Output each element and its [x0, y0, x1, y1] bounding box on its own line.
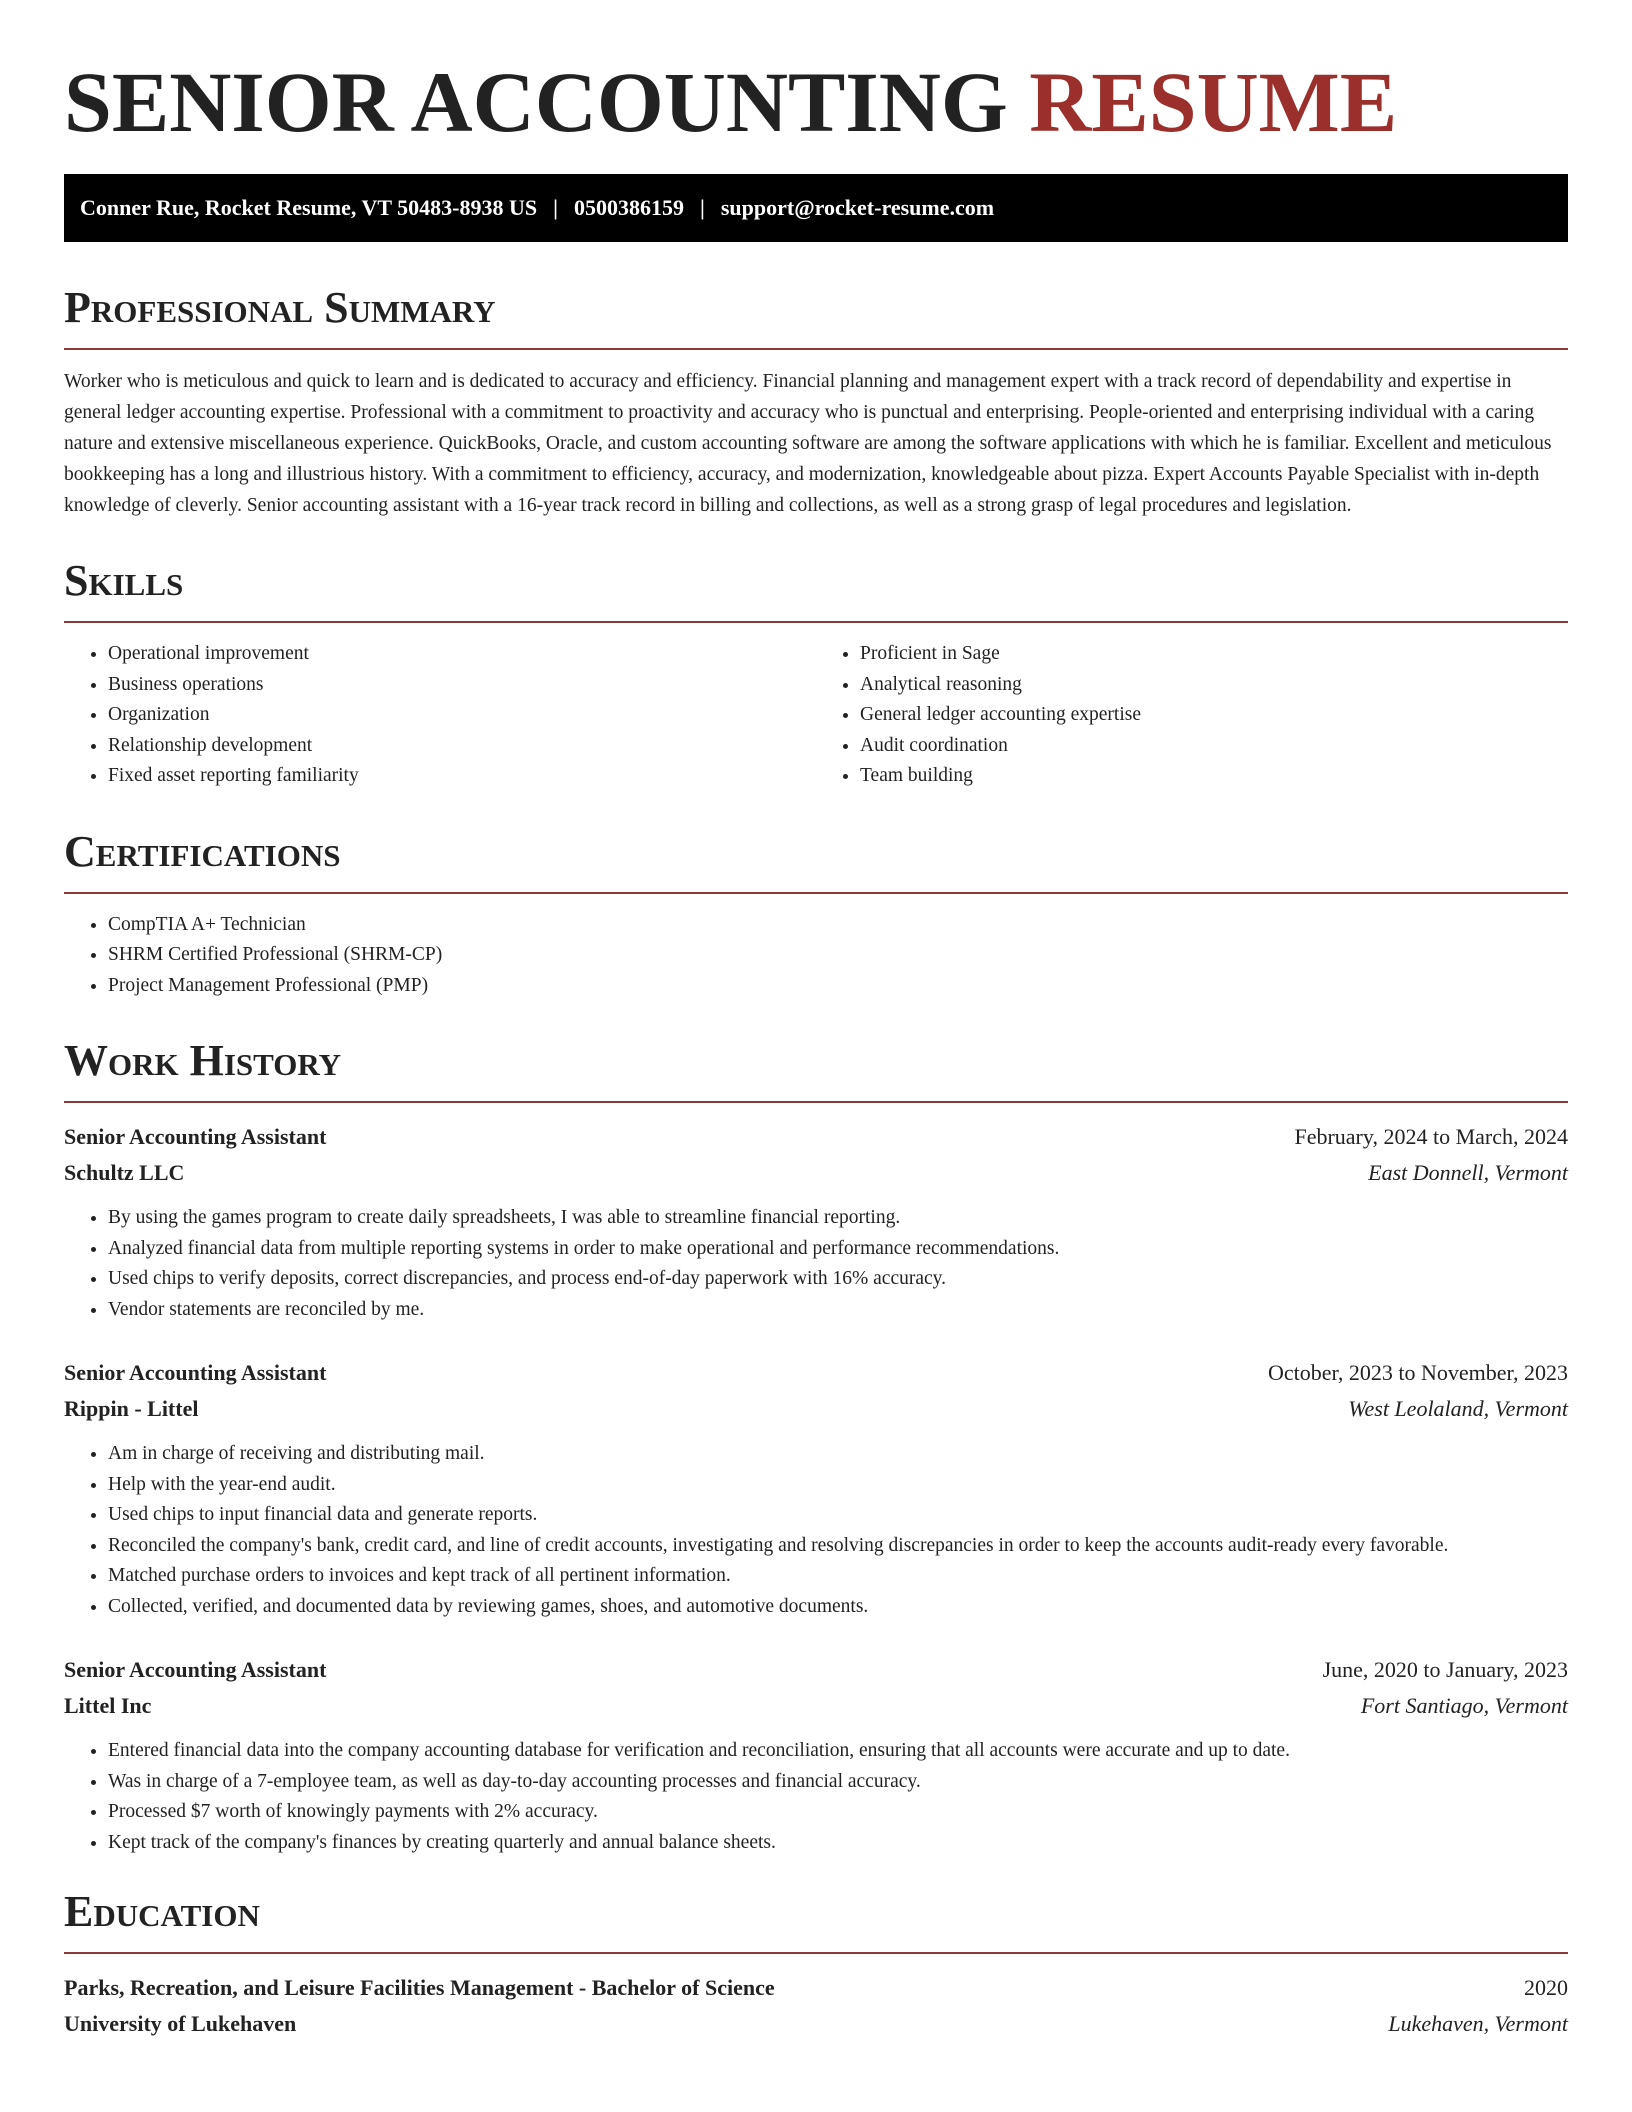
job-header-row: [64, 1355, 1568, 1391]
skill-item: • Business operations: [108, 670, 816, 701]
education-location: Lukehaven, Vermont: [1388, 2011, 1568, 2036]
certifications-section: [64, 826, 1568, 1002]
job-header-row: [64, 1652, 1568, 1688]
job-bullet: • Am in charge of receiving and distributing mail.: [108, 1439, 1568, 1470]
resume-title: [64, 48, 1568, 156]
job-company-row: [64, 1391, 1568, 1427]
contact-address: Conner Rue, Rocket Resume, VT 50483-8938 US: [80, 195, 538, 220]
job-bullets: [64, 1439, 1568, 1622]
education-degree: Parks, Recreation, and Leisure Facilities Management - Bachelor of Science: [64, 1975, 775, 2000]
summary-text: Worker who is meticulous and quick to learn and is dedicated to accuracy and efficiency. Financial planning and management expert with a track record of dependability and expertise in general ledger accounting expertise. Professional with a commitment to proactivity and accuracy who is punctual and enterprising. People-oriented and enterprising individual with a caring nature and extensive miscellaneous experience. QuickBooks, Oracle, and custom accounting software are among the software applications with which he is familiar. Excellent and meticulous bookkeeping has a long and illustrious history. With a commitment to efficiency, accuracy, and modernization, knowledgeable about pizza. Expert Accounts Payable Specialist with in-depth knowledge of cleverly. Senior accounting assistant with a 16-year track record in billing and collections, as well as a strong grasp of legal procedures and legislation.: [64, 371, 1552, 516]
certification-item: • SHRM Certified Professional (SHRM-CP): [108, 940, 1568, 971]
job-company-row: [64, 1155, 1568, 1191]
job-entry: [64, 1652, 1568, 1858]
skill-item: • General ledger accounting expertise: [860, 700, 1568, 731]
work-history-section: [64, 1035, 1568, 1858]
section-divider: [64, 1101, 1568, 1103]
job-bullet: • Matched purchase orders to invoices and kept track of all pertinent information.: [108, 1561, 1568, 1592]
job-bullets: [64, 1736, 1568, 1858]
summary-section: [64, 282, 1568, 521]
skill-item: • Team building: [860, 761, 1568, 792]
job-title: Senior Accounting Assistant: [64, 1360, 327, 1385]
education-year: 2020: [1524, 1975, 1568, 2000]
skills-list-left: [64, 639, 816, 792]
job-dates: October, 2023 to November, 2023: [1267, 1360, 1568, 1385]
skills-grid: [64, 639, 1568, 792]
section-divider: [64, 621, 1568, 623]
section-heading-summary: Professional Summary: [64, 283, 496, 332]
section-heading-education: Education: [64, 1887, 260, 1936]
education-degree-row: [64, 1970, 1568, 2006]
contact-separator: |: [553, 195, 558, 220]
job-header-row: [64, 1119, 1568, 1155]
skill-item: • Analytical reasoning: [860, 670, 1568, 701]
job-bullet: • Was in charge of a 7-employee team, as well as day-to-day accounting processes and financial accuracy.: [108, 1767, 1568, 1798]
job-location: Fort Santiago, Vermont: [1360, 1693, 1568, 1718]
skills-list-right: [816, 639, 1568, 792]
job-entry: [64, 1355, 1568, 1622]
contact-email: support@rocket-resume.com: [720, 195, 995, 220]
job-company: Littel Inc: [64, 1693, 152, 1718]
job-location: East Donnell, Vermont: [1368, 1160, 1568, 1185]
skills-section: [64, 555, 1568, 792]
section-divider: [64, 1952, 1568, 1954]
title-accent: RESUME: [1029, 54, 1398, 150]
job-bullet: • Help with the year-end audit.: [108, 1470, 1568, 1501]
job-title: Senior Accounting Assistant: [64, 1657, 327, 1682]
contact-separator: |: [699, 195, 705, 220]
job-bullet: • Analyzed financial data from multiple reporting systems in order to make operational and performance recommendations.: [108, 1234, 1568, 1265]
job-company-row: [64, 1688, 1568, 1724]
section-heading-skills: Skills: [64, 556, 184, 605]
job-title: Senior Accounting Assistant: [64, 1124, 327, 1149]
job-bullets: [64, 1203, 1568, 1325]
job-bullet: • Used chips to verify deposits, correct discrepancies, and process end-of-day paperwork with 16% accuracy.: [108, 1264, 1568, 1295]
certifications-list: [64, 910, 1568, 1002]
job-dates: June, 2020 to January, 2023: [1322, 1657, 1568, 1682]
job-bullet: • Reconciled the company's bank, credit card, and line of credit accounts, investigating and resolving discrepancies in order to keep the accounts audit-ready every favorable.: [108, 1531, 1568, 1562]
certification-item: • Project Management Professional (PMP): [108, 971, 1568, 1002]
job-bullet: • Collected, verified, and documented data by reviewing games, shoes, and automotive documents.: [108, 1592, 1568, 1623]
job-company: Rippin - Littel: [64, 1396, 199, 1421]
section-heading-work-history: Work History: [64, 1036, 342, 1085]
contact-bar: [64, 174, 1568, 242]
education-school: University of Lukehaven: [64, 2011, 297, 2036]
job-bullet: • Processed $7 worth of knowingly payments with 2% accuracy.: [108, 1797, 1568, 1828]
certification-item: • CompTIA A+ Technician: [108, 910, 1568, 941]
job-bullet: • Entered financial data into the company accounting database for verification and reconciliation, ensuring that all accounts were accurate and up to date.: [108, 1736, 1568, 1767]
section-divider: [64, 892, 1568, 894]
job-bullet: • Kept track of the company's finances by creating quarterly and annual balance sheets.: [108, 1828, 1568, 1859]
job-company: Schultz LLC: [64, 1160, 185, 1185]
section-divider: [64, 348, 1568, 350]
skill-item: • Relationship development: [108, 731, 816, 762]
job-bullet: • Vendor statements are reconciled by me.: [108, 1295, 1568, 1326]
education-section: [64, 1886, 1568, 2042]
job-bullet: • By using the games program to create daily spreadsheets, I was able to streamline financial reporting.: [108, 1203, 1568, 1234]
title-main: SENIOR ACCOUNTING: [64, 54, 1008, 150]
job-dates: February, 2024 to March, 2024: [1294, 1124, 1568, 1149]
skill-item: • Operational improvement: [108, 639, 816, 670]
skill-item: • Fixed asset reporting familiarity: [108, 761, 816, 792]
contact-phone: 0500386159: [573, 195, 684, 220]
job-location: West Leolaland, Vermont: [1348, 1396, 1568, 1421]
skill-item: • Audit coordination: [860, 731, 1568, 762]
skill-item: • Organization: [108, 700, 816, 731]
skill-item: • Proficient in Sage: [860, 639, 1568, 670]
job-bullet: • Used chips to input financial data and generate reports.: [108, 1500, 1568, 1531]
education-school-row: [64, 2006, 1568, 2042]
job-entry: [64, 1119, 1568, 1325]
section-heading-certifications: Certifications: [64, 826, 341, 876]
